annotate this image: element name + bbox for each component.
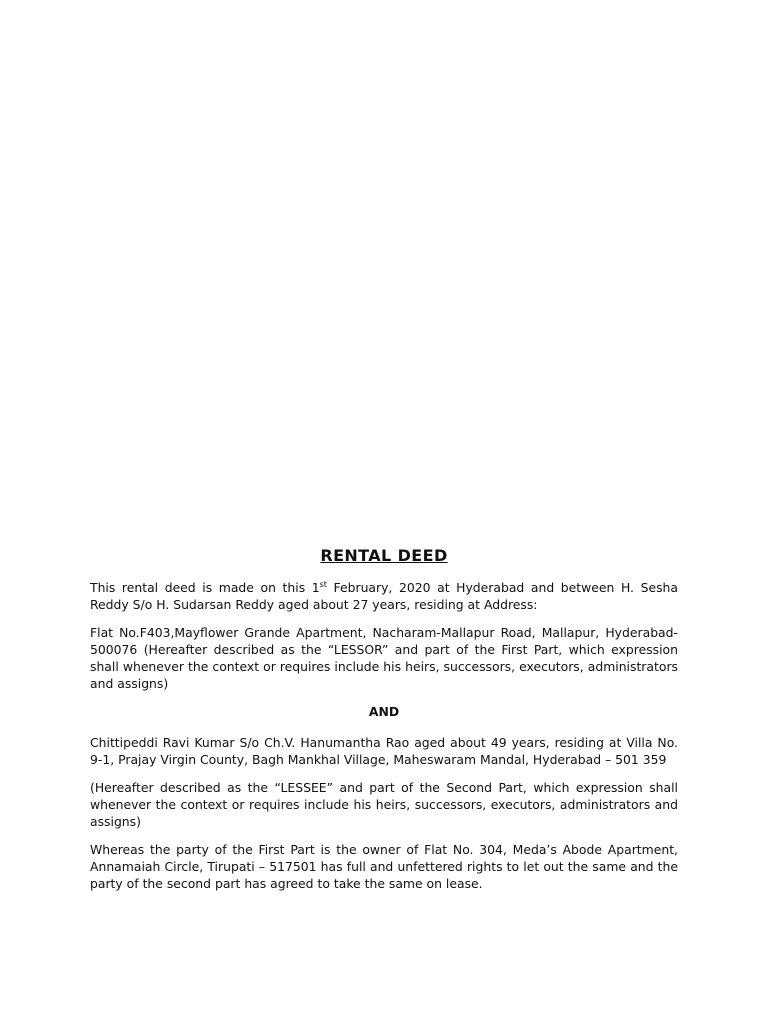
document-body bbox=[90, 545, 678, 903]
lessor-address-paragraph: Flat No.F403,Mayflower Grande Apartment, Nacharam-Mallapur Road, Mallapur, Hyderabad-500076 (Hereafter described as the “LESSOR” and part of the First Part, which expression shall whenever the context or requires include his heirs, successors, executors, administrators and assigns) bbox=[90, 625, 678, 691]
intro-text-end: February, 2020 at Hyderabad and between H. Sesha Reddy S/o H. Sudarsan Reddy aged about 27 years, residing at Address: bbox=[90, 580, 678, 612]
whereas-paragraph: Whereas the party of the First Part is the owner of Flat No. 304, Meda’s Abode Apartment, Annamaiah Circle, Tirupati – 517501 has full and unfettered rights to let out the same and the party of the second part has agreed to take the same on lease. bbox=[90, 842, 678, 891]
intro-text-start: This rental deed is made on this 1 bbox=[90, 580, 320, 595]
date-ordinal-suffix: st bbox=[319, 579, 327, 589]
intro-paragraph bbox=[90, 579, 678, 613]
document-title: RENTAL DEED bbox=[320, 546, 448, 565]
and-separator: AND bbox=[368, 704, 400, 719]
lessee-description-paragraph: (Hereafter described as the “LESSEE” and part of the Second Part, which expression shall whenever the context or requires include his heirs, successors, executors, administrators and assigns) bbox=[90, 780, 678, 829]
lessee-intro-paragraph: Chittipeddi Ravi Kumar S/o Ch.V. Hanumantha Rao aged about 49 years, residing at Villa No. 9-1, Prajay Virgin County, Bagh Mankhal Village, Maheswaram Mandal, Hyderabad – 501 359 bbox=[90, 735, 678, 767]
